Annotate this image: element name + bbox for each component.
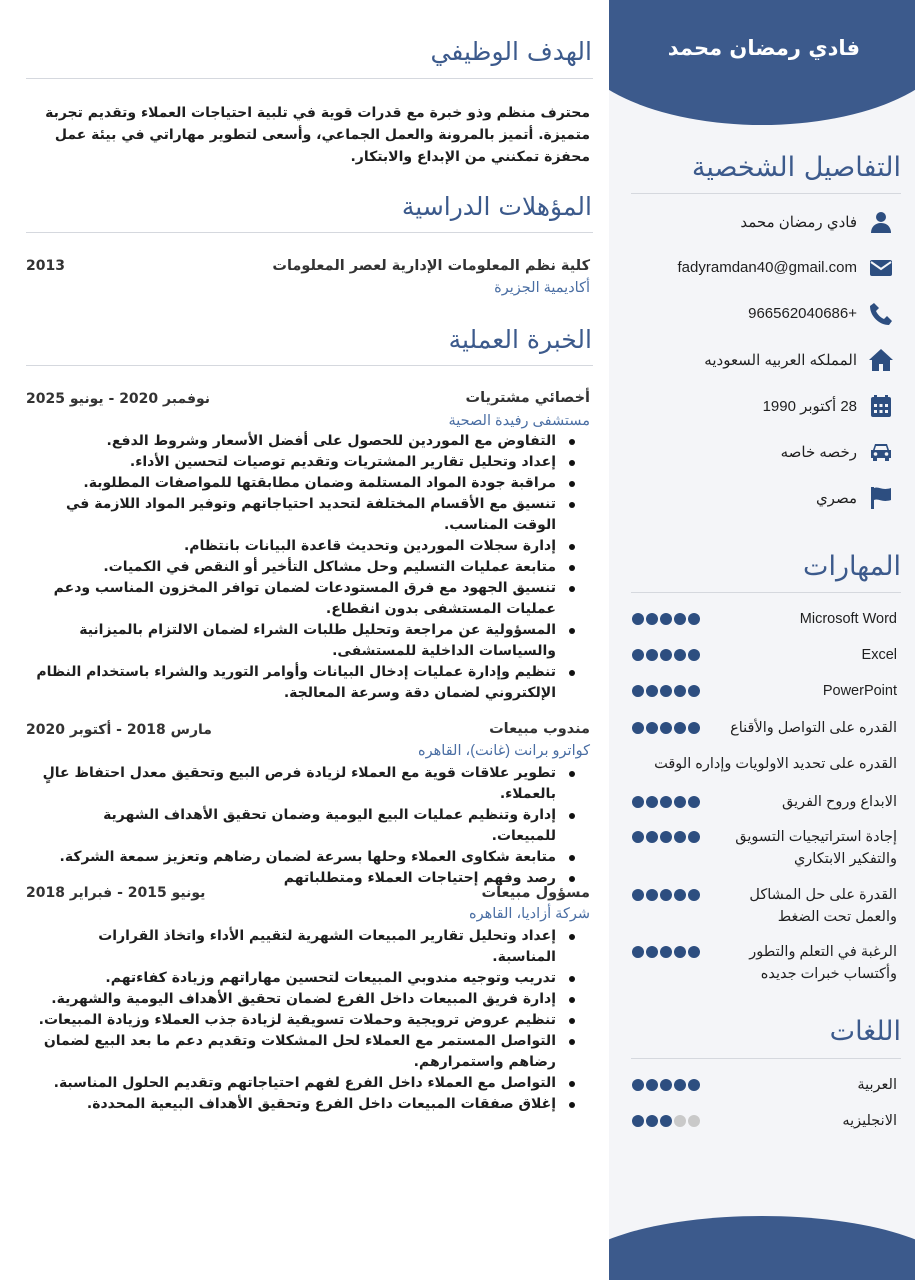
list-item: مراقبة جودة المواد المستلمة وضمان مطابقتها للمواصفات المطلوبة. [36, 473, 556, 494]
detail-phone [609, 300, 915, 330]
detail-name [609, 208, 915, 238]
rating-dot-filled [660, 831, 672, 843]
envelope-icon [869, 256, 893, 280]
job-organization: شركة أزاديا، القاهره [469, 906, 590, 922]
detail-license-value: رخصه خاصه [780, 444, 857, 461]
rating-dot-filled [632, 1079, 644, 1091]
skill-rating [632, 831, 700, 843]
detail-email-value[interactable]: fadyramdan40@gmail.com [677, 259, 857, 276]
job-duties [36, 926, 556, 1115]
rating-dot-filled [646, 649, 658, 661]
list-item: التفاوض مع الموردين للحصول على أفضل الأسعار وشروط الدفع. [36, 431, 556, 452]
sidebar [609, 0, 915, 1280]
rating-dot-filled [646, 1115, 658, 1127]
detail-license [609, 438, 915, 468]
rating-dot-empty [674, 1115, 686, 1127]
rating-dot-filled [674, 649, 686, 661]
rating-dot-filled [688, 831, 700, 843]
list-item: إغلاق صفقات المبيعات داخل الفرع وتحقيق الأهداف البيعية المحددة. [36, 1094, 556, 1115]
flag-icon [869, 486, 893, 510]
list-item: تنظيم وإدارة عمليات إدخال البيانات وأوامر التوريد والشراء باستخدام النظام الإلكتروني لضمان دقة وسرعة المعالجة. [36, 662, 556, 704]
divider [26, 365, 593, 366]
list-item: تنسيق مع الأقسام المختلفة لتحديد احتياجاتهم وتوفير المواد اللازمة في الوقت المناسب. [36, 494, 556, 536]
rating-dot-filled [688, 796, 700, 808]
rating-dot-filled [688, 722, 700, 734]
list-item: التواصل مع العملاء داخل الفرع لفهم احتياجاتهم وتقديم الحلول المناسبة. [36, 1073, 556, 1094]
detail-birthdate-value: 28 أكتوبر 1990 [762, 398, 857, 415]
rating-dot-filled [688, 1079, 700, 1091]
languages-heading: اللغات [829, 1016, 901, 1047]
rating-dot-filled [646, 722, 658, 734]
skill-name: القدره على تحديد الاولويات وإداره الوقت [654, 756, 897, 772]
skill-rating [632, 685, 700, 697]
rating-dot-filled [632, 649, 644, 661]
rating-dot-filled [632, 946, 644, 958]
skill-rating [632, 796, 700, 808]
divider [26, 232, 593, 233]
rating-dot-filled [688, 946, 700, 958]
rating-dot-filled [660, 796, 672, 808]
rating-dot-filled [632, 722, 644, 734]
objective-heading: الهدف الوظيفي [430, 37, 592, 66]
list-item: متابعة شكاوى العملاء وحلها بسرعة لضمان رضاهم وتعزيز سمعة الشركة. [36, 847, 556, 868]
skill-rating [632, 946, 700, 958]
skill-name: PowerPoint [822, 683, 897, 699]
skill-name: القدره على التواصل والأقناع [730, 720, 897, 736]
sidebar-footer-band [609, 1216, 915, 1280]
rating-dot-filled [660, 1115, 672, 1127]
divider [631, 592, 901, 593]
skill-name: الرغبة في التعلم والتطور وأكتساب خبرات جديده [749, 944, 897, 982]
rating-dot-filled [646, 685, 658, 697]
divider [26, 78, 593, 79]
education-heading: المؤهلات الدراسية [401, 192, 592, 221]
list-item: تطوير علاقات قوية مع العملاء لزيادة فرص البيع وتحقيق معدل احتفاظ عالٍ بالعملاء. [36, 763, 556, 805]
experience-heading: الخبرة العملية [448, 325, 592, 354]
language-rating [632, 1079, 700, 1091]
detail-nationality-value: مصري [815, 490, 857, 507]
detail-address-value: المملكه العربيه السعوديه [704, 352, 857, 369]
personal-details-heading: التفاصيل الشخصية [691, 152, 901, 183]
rating-dot-empty [688, 1115, 700, 1127]
job-organization: كواترو برانت (غانت)، القاهره [418, 743, 590, 759]
job-title: مندوب مبيعات [489, 721, 590, 737]
list-item: إعداد وتحليل تقارير المبيعات الشهرية لتقييم الأداء واتخاذ القرارات المناسبة. [36, 926, 556, 968]
skill-name: الابداع وروح الفريق [782, 794, 897, 810]
rating-dot-filled [660, 649, 672, 661]
rating-dot-filled [660, 722, 672, 734]
skill-name: إجادة استراتيجيات التسويق والتفكير الابتكاري [735, 829, 897, 867]
skill-name: Excel [861, 647, 897, 663]
rating-dot-filled [674, 796, 686, 808]
rating-dot-filled [674, 613, 686, 625]
detail-phone-value[interactable]: 966562040686+ [748, 305, 857, 322]
rating-dot-filled [674, 685, 686, 697]
rating-dot-filled [674, 889, 686, 901]
rating-dot-filled [688, 613, 700, 625]
rating-dot-filled [632, 889, 644, 901]
rating-dot-filled [646, 796, 658, 808]
rating-dot-filled [674, 946, 686, 958]
rating-dot-filled [660, 946, 672, 958]
detail-email [609, 254, 915, 284]
rating-dot-filled [646, 831, 658, 843]
language-name: الانجليزيه [842, 1113, 897, 1129]
job-title: أخصائي مشتريات [465, 390, 590, 406]
home-icon [869, 348, 893, 372]
list-item: تنسيق الجهود مع فرق المستودعات لضمان توافر المخزون المناسب ودعم عمليات المستشفى بدون انقطاع. [36, 578, 556, 620]
phone-icon [869, 302, 893, 326]
rating-dot-filled [660, 1079, 672, 1091]
rating-dot-filled [660, 613, 672, 625]
education-degree: كلية نظم المعلومات الإدارية لعصر المعلومات [272, 258, 590, 274]
skill-name: Microsoft Word [799, 611, 897, 627]
objective-text: محترف منظم وذو خبرة مع قدرات قوية في تلبية احتياجات العملاء وتقديم تجربة متميزة. أتميز بالمرونة والعمل الجماعي، وأسعى لتطوير مهاراتي في بيئة عمل محفزة تمكنني من الإبداع والابتكار. [45, 105, 590, 165]
rating-dot-filled [688, 649, 700, 661]
job-organization: مستشفى رفيدة الصحية [448, 413, 590, 429]
language-name: العربية [857, 1077, 897, 1093]
list-item: تنظيم عروض ترويجية وحملات تسويقية لزيادة جذب العملاء وزيادة المبيعات. [36, 1010, 556, 1031]
detail-address [609, 346, 915, 376]
detail-birthdate [609, 392, 915, 422]
detail-name-value: فادي رمضان محمد [740, 214, 857, 231]
list-item: متابعة عمليات التسليم وحل مشاكل التأخير أو النقص في الكميات. [36, 557, 556, 578]
job-duties [36, 431, 556, 704]
list-item: التواصل المستمر مع العملاء لحل المشكلات وتقديم دعم ما بعد البيع لضمان رضاهم واستمرارهم. [36, 1031, 556, 1073]
rating-dot-filled [660, 889, 672, 901]
job-dates: مارس 2018 - أكتوبر 2020 [26, 722, 212, 738]
list-item: رصد وفهم إحتياجات العملاء ومتطلباتهم [36, 868, 556, 889]
rating-dot-filled [632, 685, 644, 697]
rating-dot-filled [688, 889, 700, 901]
language-rating [632, 1115, 700, 1127]
job-duties [36, 763, 556, 889]
skill-rating [632, 649, 700, 661]
calendar-icon [869, 394, 893, 418]
rating-dot-filled [674, 1079, 686, 1091]
detail-nationality [609, 484, 915, 514]
rating-dot-filled [674, 831, 686, 843]
list-item: المسؤولية عن مراجعة وتحليل طلبات الشراء لضمان الالتزام بالميزانية والسياسات الداخلية للمستشفى. [36, 620, 556, 662]
list-item: إعداد وتحليل تقارير المشتريات وتقديم توصيات لتحسين الأداء. [36, 452, 556, 473]
job-title: مسؤول مبيعات [481, 885, 590, 901]
job-dates: يونيو 2015 - فبراير 2018 [26, 885, 206, 901]
profile-name: فادي رمضان محمد [667, 36, 860, 60]
rating-dot-filled [632, 1115, 644, 1127]
skill-rating [632, 889, 700, 901]
rating-dot-filled [646, 946, 658, 958]
skill-name: القدرة على حل المشاكل والعمل تحت الضغط [749, 887, 897, 925]
divider [631, 193, 901, 194]
sidebar-header-band [609, 0, 915, 125]
rating-dot-filled [646, 1079, 658, 1091]
divider [631, 1058, 901, 1059]
job-dates: نوفمبر 2020 - يونيو 2025 [26, 391, 211, 407]
rating-dot-filled [646, 613, 658, 625]
rating-dot-filled [632, 613, 644, 625]
list-item: إدارة وتنظيم عمليات البيع اليومية وضمان تحقيق الأهداف الشهرية للمبيعات. [36, 805, 556, 847]
education-year: 2013 [26, 258, 65, 274]
education-institution: أكاديمية الجزيرة [494, 280, 590, 296]
skill-rating [632, 613, 700, 625]
rating-dot-filled [632, 831, 644, 843]
rating-dot-filled [632, 796, 644, 808]
skills-heading: المهارات [803, 551, 901, 582]
rating-dot-filled [660, 685, 672, 697]
list-item: تدريب وتوجيه مندوبي المبيعات لتحسين مهاراتهم وزيادة كفاءتهم. [36, 968, 556, 989]
skill-rating [632, 722, 700, 734]
list-item: إدارة فريق المبيعات داخل الفرع لضمان تحقيق الأهداف اليومية والشهرية. [36, 989, 556, 1010]
car-icon [869, 440, 893, 464]
user-icon [869, 210, 893, 234]
rating-dot-filled [688, 685, 700, 697]
list-item: إدارة سجلات الموردين وتحديث قاعدة البيانات بانتظام. [36, 536, 556, 557]
rating-dot-filled [674, 722, 686, 734]
rating-dot-filled [646, 889, 658, 901]
